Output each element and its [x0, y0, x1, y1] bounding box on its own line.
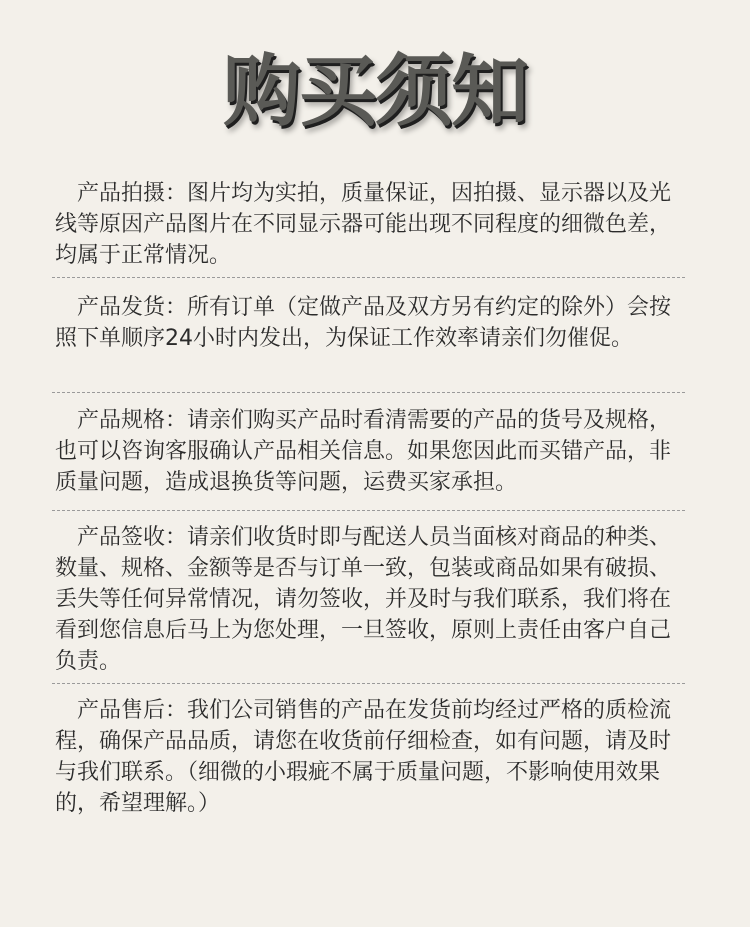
page-title: 购买须知	[222, 46, 527, 137]
section-specifications	[55, 405, 685, 498]
section-shipping	[55, 292, 685, 354]
section-after-sales	[55, 695, 685, 819]
divider	[52, 510, 685, 511]
section-photography-text: 产品拍摄：图片均为实拍，质量保证，因拍摄、显示器以及光线等原因产品图片在不同显示器可能出现不同程度的细微色差，均属于正常情况。	[55, 181, 672, 268]
divider	[52, 683, 685, 684]
section-specifications-text: 产品规格：请亲们购买产品时看清需要的产品的货号及规格，也可以咨询客服确认产品相关信息。如果您因此而买错产品，非质量问题，造成退换货等问题，运费买家承担。	[55, 408, 672, 495]
section-after-sales-text: 产品售后：我们公司销售的产品在发货前均经过严格的质检流程，确保产品品质，请您在收货前仔细检查，如有问题，请及时与我们联系。（细微的小瑕疵不属于质量问题，不影响使用效果的，希望理解。）	[55, 698, 672, 816]
divider	[52, 277, 685, 278]
section-receipt	[55, 522, 685, 677]
section-shipping-text: 产品发货：所有订单（定做产品及双方另有约定的除外）会按照下单顺序24小时内发出，为保证工作效率请亲们勿催促。	[55, 295, 672, 351]
section-photography	[55, 178, 685, 271]
divider	[52, 392, 685, 393]
section-receipt-text: 产品签收：请亲们收货时即与配送人员当面核对商品的种类、数量、规格、金额等是否与订单一致，包装或商品如果有破损、丢失等任何异常情况，请勿签收，并及时与我们联系，我们将在看到您信息后马上为您处理，一旦签收，原则上责任由客户自己负责。	[55, 525, 672, 674]
